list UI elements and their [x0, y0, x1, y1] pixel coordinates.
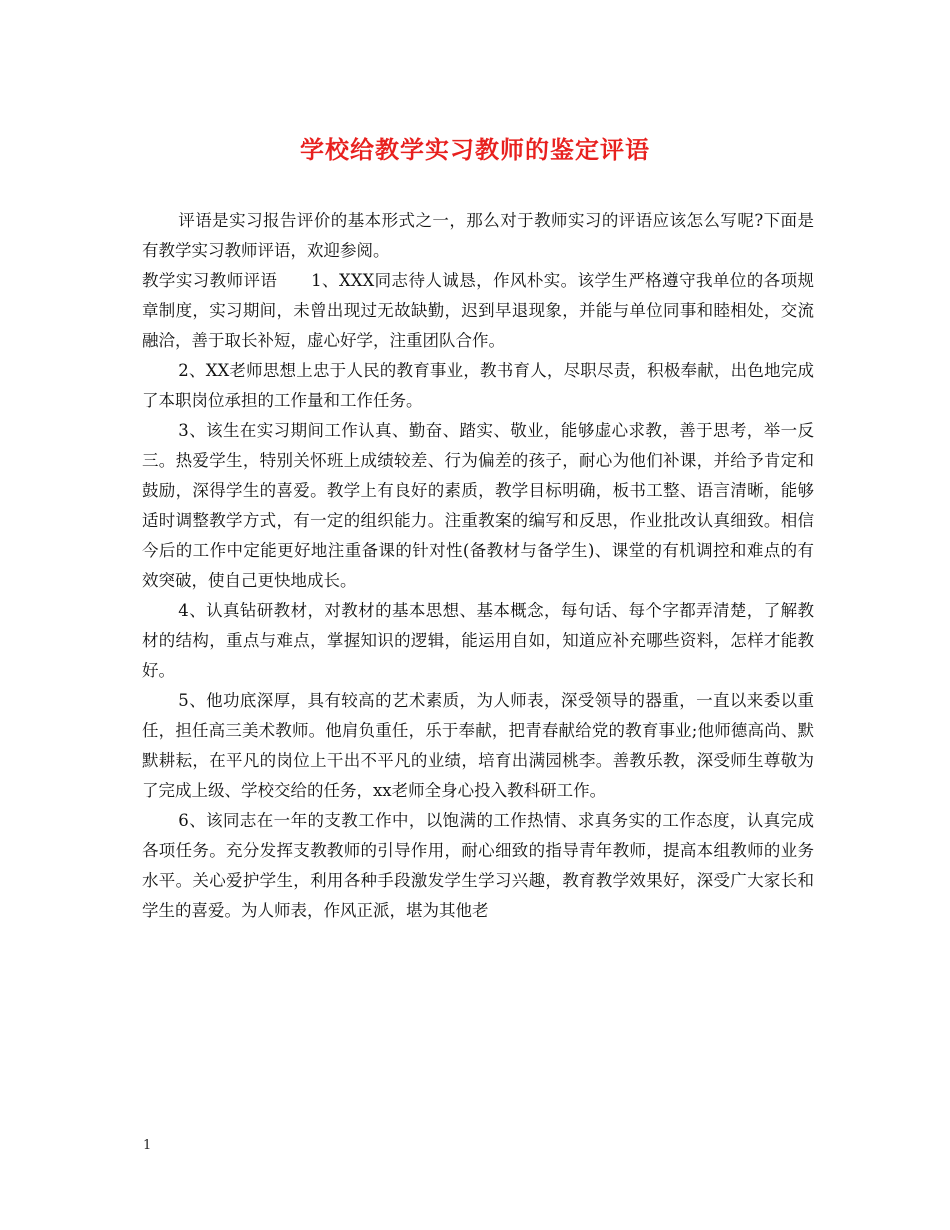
- document-body: [142, 206, 814, 926]
- paragraph-comment-2: 2、XX老师思想上忠于人民的教育事业，教书育人，尽职尽责，积极奉献，出色地完成了本职岗位承担的工作量和工作任务。: [142, 361, 814, 410]
- paragraph-comment-1: 教学实习教师评语 1、XXX同志待人诚恳，作风朴实。该学生严格遵守我单位的各项规章制度，实习期间，未曾出现过无故缺勤，迟到早退现象，并能与单位同事和睦相处，交流融洽，善于取长补短，虚心好学，注重团队合作。: [142, 271, 814, 350]
- document-title: 学校给教学实习教师的鉴定评语: [300, 135, 650, 164]
- page-number: 1: [143, 1138, 152, 1153]
- paragraph-comment-6: 6、该同志在一年的支教工作中，以饱满的工作热情、求真务实的工作态度，认真完成各项任务。充分发挥支教教师的引导作用，耐心细致的指导青年教师，提高本组教师的业务水平。关心爱护学生，利用各种手段激发学生学习兴趣，教育教学效果好，深受广大家长和学生的喜爱。为人师表，作风正派，堪为其他老: [142, 811, 814, 920]
- paragraph-comment-5: 5、他功底深厚，具有较高的艺术素质，为人师表，深受领导的器重，一直以来委以重任，担任高三美术教师。他肩负重任，乐于奉献，把青春献给党的教育事业;他师德高尚、默默耕耘，在平凡的岗位上干出不平凡的业绩，培育出满园桃李。善教乐教，深受师生尊敬为了完成上级、学校交给的任务，xx老师全身心投入教科研工作。: [142, 691, 814, 800]
- paragraph-comment-4: 4、认真钻研教材，对教材的基本思想、基本概念，每句话、每个字都弄清楚，了解教材的结构，重点与难点，掌握知识的逻辑，能运用自如，知道应补充哪些资料，怎样才能教好。: [142, 601, 814, 680]
- paragraph-comment-3: 3、该生在实习期间工作认真、勤奋、踏实、敬业，能够虚心求教，善于思考，举一反三。热爱学生，特别关怀班上成绩较差、行为偏差的孩子，耐心为他们补课，并给予肯定和鼓励，深得学生的喜爱。教学上有良好的素质，教学目标明确，板书工整、语言清晰，能够适时调整教学方式，有一定的组织能力。注重教案的编写和反思，作业批改认真细致。相信今后的工作中定能更好地注重备课的针对性(备教材与备学生)、课堂的有机调控和难点的有效突破，使自己更快地成长。: [142, 421, 814, 590]
- paragraph-intro: 评语是实习报告评价的基本形式之一，那么对于教师实习的评语应该怎么写呢?下面是有教学实习教师评语，欢迎参阅。: [142, 211, 814, 260]
